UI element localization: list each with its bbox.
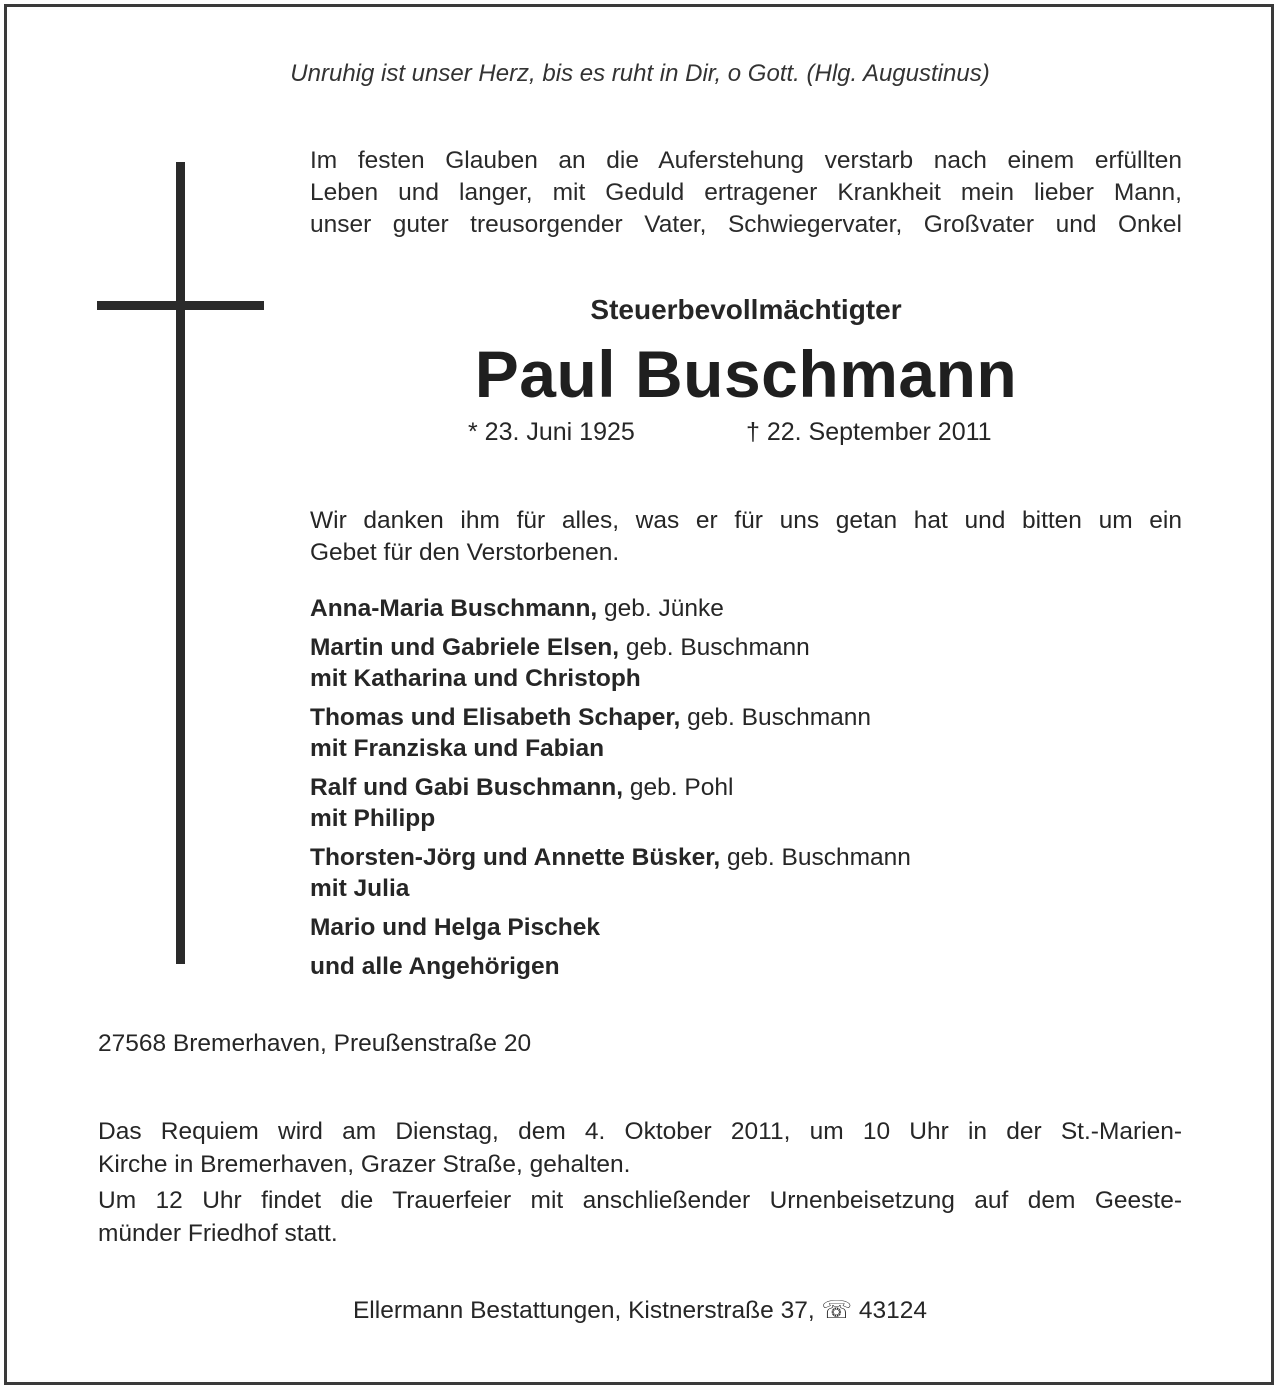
intro-line: Im festen Glauben an die Auferstehung verstarb nach einem erfüllten — [310, 147, 1182, 174]
mourner-name: und alle Angehörigen — [310, 953, 560, 980]
requiem-line: Kirche in Bremerhaven, Grazer Straße, gehalten. — [98, 1151, 631, 1178]
mourner-name: Ralf und Gabi Buschmann, — [310, 774, 624, 801]
mourner-entry — [310, 772, 911, 834]
thanks-paragraph — [310, 505, 1182, 569]
requiem-line: Das Requiem wird am Dienstag, dem 4. Oktober 2011, um 10 Uhr in der St.-Marien- — [98, 1118, 1182, 1145]
mourner-children: mit Julia — [310, 875, 410, 902]
thanks-line: Gebet für den Verstorbenen. — [310, 539, 620, 566]
mourner-nee: geb. Buschmann — [720, 844, 911, 871]
funeral-paragraph — [98, 1184, 1182, 1250]
birth-date: * 23. Juni 1925 — [468, 418, 635, 446]
thanks-line: Wir danken ihm für alles, was er für uns getan hat und bitten um ein — [310, 507, 1182, 534]
deceased-title: Steuerbevollmächtigter — [590, 294, 902, 325]
funeral-line: Um 12 Uhr findet die Trauerfeier mit anschließender Urnenbeisetzung auf dem Geeste- — [98, 1187, 1182, 1214]
mourner-name: Mario und Helga Pischek — [310, 914, 600, 941]
death-date: † 22. September 2011 — [746, 418, 992, 446]
mourner-name: Thorsten-Jörg und Annette Büsker, — [310, 844, 721, 871]
requiem-paragraph — [98, 1115, 1182, 1181]
mourner-name: Anna-Maria Buschmann, — [310, 595, 598, 622]
mourner-children: mit Katharina und Christoph — [310, 665, 641, 692]
mourner-entry — [310, 593, 911, 624]
mourner-entry — [310, 912, 911, 943]
family-address: 27568 Bremerhaven, Preußenstraße 20 — [98, 1030, 532, 1057]
mourner-nee: geb. Pohl — [623, 774, 734, 801]
mourner-entry — [310, 632, 911, 694]
mourner-nee: geb. Jünke — [597, 595, 724, 622]
funeral-line: münder Friedhof statt. — [98, 1220, 338, 1247]
mourner-children: mit Franziska und Fabian — [310, 735, 605, 762]
intro-paragraph — [310, 145, 1182, 241]
mourner-nee: geb. Buschmann — [680, 704, 871, 731]
mourner-name: Martin und Gabriele Elsen, — [310, 634, 620, 661]
mourner-entry — [310, 842, 911, 904]
undertaker-footer: Ellermann Bestattungen, Kistnerstraße 37, ☏ 43124 — [352, 1297, 928, 1324]
mourner-entry — [310, 951, 911, 982]
mourner-children: mit Philipp — [310, 805, 436, 832]
cross-vertical-bar — [176, 162, 185, 964]
mourner-name: Thomas und Elisabeth Schaper, — [310, 704, 681, 731]
intro-line: Leben und langer, mit Geduld ertragener Krankheit mein lieber Mann, — [310, 179, 1182, 206]
mourner-nee: geb. Buschmann — [619, 634, 810, 661]
cross-horizontal-bar — [97, 301, 264, 310]
mourner-entry — [310, 702, 911, 764]
intro-line: unser guter treusorgender Vater, Schwiegervater, Großvater und Onkel — [310, 211, 1182, 238]
deceased-name: Paul Buschmann — [474, 337, 1018, 411]
motto-quote: Unruhig ist unser Herz, bis es ruht in Dir, o Gott. (Hlg. Augustinus) — [290, 60, 990, 87]
mourners-list — [310, 593, 911, 990]
